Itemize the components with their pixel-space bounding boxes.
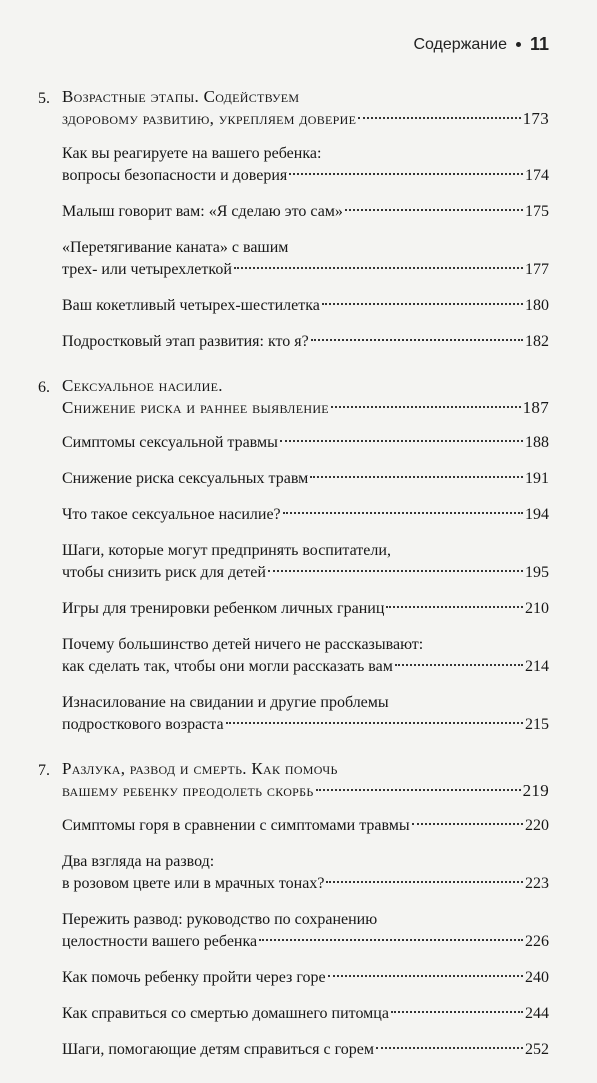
chapter-heading — [38, 375, 549, 419]
bullet-separator — [516, 42, 521, 47]
toc-entry — [62, 468, 549, 490]
toc-entry — [62, 851, 549, 895]
entry-page-number: 215 — [525, 716, 549, 733]
chapter-title-row — [62, 108, 549, 130]
chapter-heading — [38, 758, 549, 802]
entry-line: Подростковый этап развития: кто я? — [62, 333, 309, 350]
entry-list — [62, 815, 549, 1061]
chapter-title-line: вашему ребенку преодолеть скорбь — [62, 781, 314, 800]
entry-line: трех- или четырехлеткой — [62, 261, 232, 278]
dot-leader — [234, 267, 523, 269]
entry-row — [62, 931, 549, 953]
entry-row — [62, 873, 549, 895]
chapter-title-line: Сексуальное насилие. — [62, 376, 223, 395]
entry-line: вопросы безопасности и доверия — [62, 167, 288, 184]
entry-line: Изнасилование на свидании и другие проблемы — [62, 694, 389, 711]
entry-page-number: 175 — [525, 203, 549, 220]
entry-page-number: 195 — [525, 564, 549, 581]
dot-leader — [326, 881, 523, 883]
entry-row — [62, 967, 549, 989]
entry-page-number: 252 — [525, 1041, 549, 1058]
dot-leader — [259, 939, 523, 941]
entry-page-number: 182 — [525, 333, 549, 350]
entry-row — [62, 331, 549, 353]
entry-line: Шаги, которые могут предпринять воспитатели, — [62, 542, 391, 559]
entry-list — [62, 432, 549, 736]
entry-page-number: 244 — [525, 1005, 549, 1022]
entry-row — [62, 201, 549, 223]
entry-row — [62, 562, 549, 584]
entry-line: Симптомы сексуальной травмы — [62, 434, 278, 451]
entry-line: Почему большинство детей ничего не рассказывают: — [62, 636, 424, 653]
toc-entry — [62, 540, 549, 584]
entry-page-number: 180 — [525, 297, 549, 314]
entry-page-number: 220 — [525, 817, 549, 834]
dot-leader — [391, 1011, 523, 1013]
dot-leader — [331, 406, 521, 408]
dot-leader — [283, 512, 523, 514]
dot-leader — [376, 1047, 523, 1049]
entry-row — [62, 1003, 549, 1025]
entry-line: Малыш говорит вам: «Я сделаю это сам» — [62, 203, 343, 220]
toc-entry — [62, 967, 549, 989]
toc-entry — [62, 504, 549, 526]
chapter-title-line: Снижение риска и раннее выявление — [62, 398, 329, 417]
running-head — [413, 34, 549, 55]
dot-leader — [345, 209, 523, 211]
entry-line: как сделать так, чтобы они могли рассказать вам — [62, 658, 393, 675]
entry-page-number: 194 — [525, 506, 549, 523]
entry-line: Как вы реагируете на вашего ребенка: — [62, 145, 322, 162]
page-number: 11 — [529, 34, 549, 54]
chapter-page-number: 219 — [522, 781, 549, 800]
entry-page-number: 214 — [525, 658, 549, 675]
entry-row — [62, 165, 549, 187]
dot-leader — [395, 664, 523, 666]
chapter-block — [38, 375, 549, 736]
entry-page-number: 177 — [525, 261, 549, 278]
entry-row — [62, 468, 549, 490]
toc-entry — [62, 598, 549, 620]
chapter-title — [62, 375, 549, 419]
entry-line: Снижение риска сексуальных травм — [62, 470, 309, 487]
dot-leader — [328, 975, 523, 977]
toc-entry — [62, 201, 549, 223]
dot-leader — [289, 173, 523, 175]
dot-leader — [268, 570, 523, 572]
entry-row — [62, 259, 549, 281]
entry-line: Как помочь ребенку пройти через горе — [62, 969, 326, 986]
entry-list — [62, 143, 549, 353]
entry-row — [62, 656, 549, 678]
dot-leader — [226, 722, 523, 724]
entry-line: в розовом цвете или в мрачных тонах? — [62, 875, 325, 892]
chapter-title-line: Разлука, развод и смерть. Как помочь — [62, 759, 338, 778]
chapter-heading — [38, 86, 549, 130]
chapter-title-line: Возрастные этапы. Содействуем — [62, 87, 300, 106]
entry-row — [62, 1039, 549, 1061]
entry-line: Ваш кокетливый четырех-шестилетка — [62, 297, 320, 314]
chapter-number: 5. — [38, 90, 50, 107]
toc-entry — [62, 815, 549, 837]
chapter-title-row — [62, 780, 549, 802]
entry-page-number: 174 — [525, 167, 549, 184]
toc-entry — [62, 1039, 549, 1061]
dot-leader — [280, 440, 523, 442]
entry-row — [62, 714, 549, 736]
toc-entry — [62, 1003, 549, 1025]
chapter-number: 6. — [38, 379, 50, 396]
entry-line: Пережить развод: руководство по сохранению — [62, 911, 378, 928]
dot-leader — [386, 606, 523, 608]
dot-leader — [412, 823, 523, 825]
chapter-page-number: 173 — [522, 109, 549, 128]
entry-row — [62, 598, 549, 620]
chapter-block — [38, 86, 549, 353]
toc-entry — [62, 295, 549, 317]
entry-row — [62, 432, 549, 454]
entry-row — [62, 504, 549, 526]
entry-row — [62, 815, 549, 837]
dot-leader — [311, 339, 523, 341]
dot-leader — [316, 789, 521, 791]
entry-line: чтобы снизить риск для детей — [62, 564, 266, 581]
entry-row — [62, 295, 549, 317]
entry-line: Как справиться со смертью домашнего питомца — [62, 1005, 389, 1022]
toc-entry — [62, 692, 549, 736]
entry-page-number: 210 — [525, 600, 549, 617]
entry-line: Что такое сексуальное насилие? — [62, 506, 281, 523]
entry-line: «Перетягивание каната» с вашим — [62, 239, 289, 256]
toc-entry — [62, 143, 549, 187]
entry-line: подросткового возраста — [62, 716, 224, 733]
chapter-title-row — [62, 397, 549, 419]
entry-line: целостности вашего ребенка — [62, 933, 258, 950]
entry-line: Два взгляда на развод: — [62, 853, 215, 870]
entry-line: Симптомы горя в сравнении с симптомами травмы — [62, 817, 410, 834]
entry-page-number: 240 — [525, 969, 549, 986]
dot-leader — [310, 476, 523, 478]
running-head-section: Содержание — [413, 35, 507, 53]
entry-line: Игры для тренировки ребенком личных границ — [62, 600, 385, 617]
entry-page-number: 226 — [525, 933, 549, 950]
toc-entry — [62, 634, 549, 678]
entry-line: Шаги, помогающие детям справиться с горем — [62, 1041, 374, 1058]
entry-page-number: 223 — [525, 875, 549, 892]
chapter-number: 7. — [38, 762, 50, 779]
entry-page-number: 191 — [525, 470, 549, 487]
table-of-contents — [38, 86, 549, 1083]
chapter-title — [62, 758, 549, 802]
chapter-page-number: 187 — [522, 398, 549, 417]
toc-entry — [62, 331, 549, 353]
chapter-title — [62, 86, 549, 130]
toc-entry — [62, 909, 549, 953]
entry-page-number: 188 — [525, 434, 549, 451]
toc-entry — [62, 237, 549, 281]
chapter-title-line: здоровому развитию, укрепляем доверие — [62, 109, 357, 128]
chapter-block — [38, 758, 549, 1061]
dot-leader — [358, 117, 520, 119]
toc-entry — [62, 432, 549, 454]
dot-leader — [322, 303, 523, 305]
